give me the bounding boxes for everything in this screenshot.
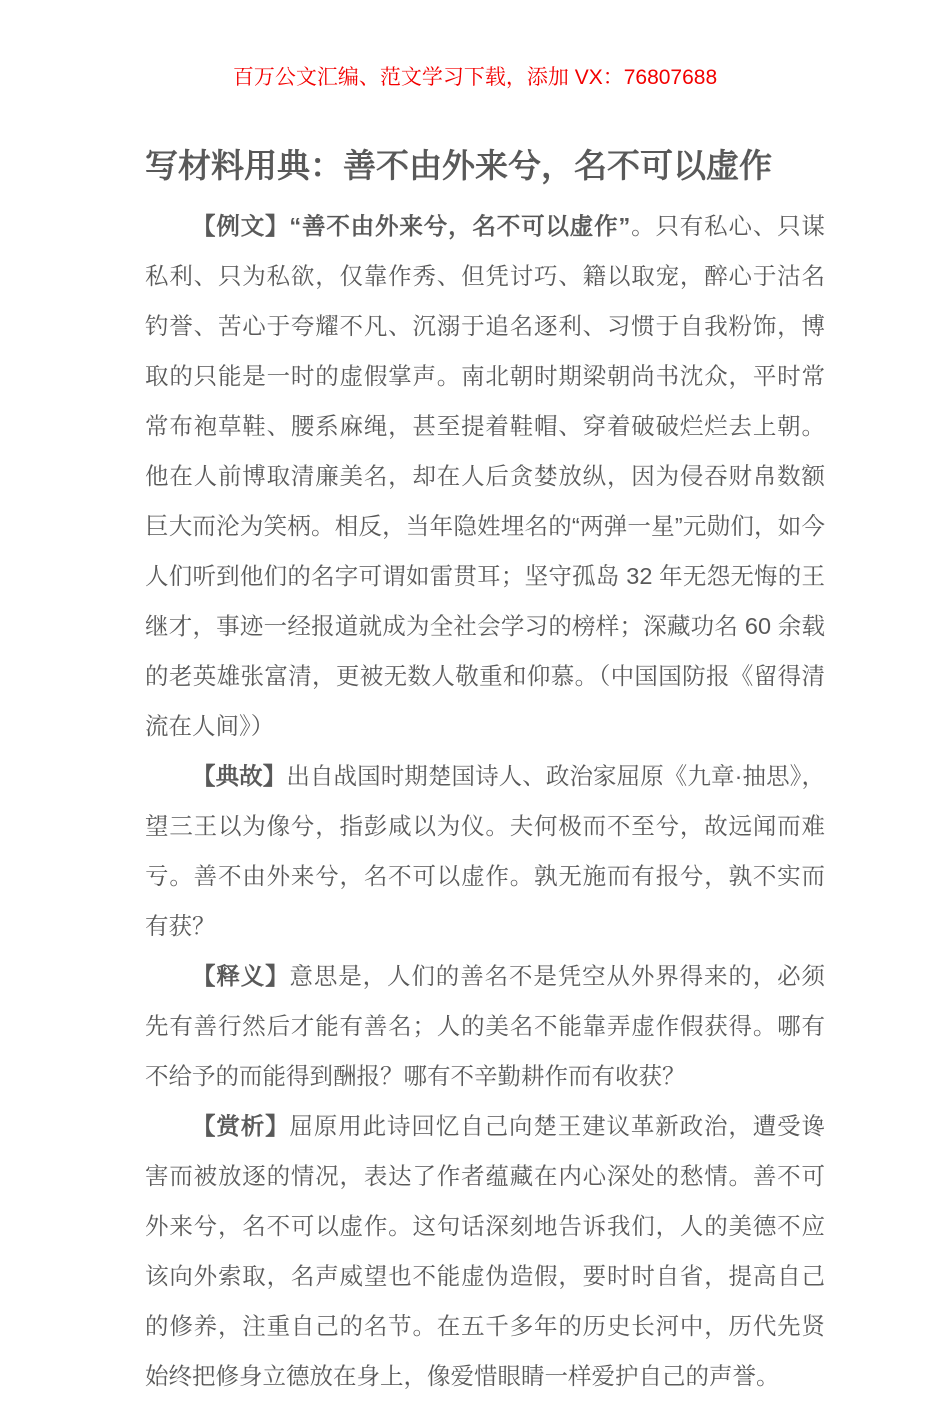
paragraph-shiyi [145, 951, 825, 1101]
paragraph-label-shiyi: 【释义】 [192, 963, 290, 989]
header-ad-text: 百万公文汇编、范文学习下载，添加 VX：76807688 [232, 66, 718, 89]
paragraph-liwen [145, 201, 825, 751]
page-title: 写材料用典：善不由外来兮，名不可以虚作 [145, 147, 772, 184]
bold-quote: “善不由外来兮，名不可以虚作” [289, 213, 631, 239]
paragraph-text-shangxi: 屈原用此诗回忆自己向楚王建议革新政治，遭受谗害而被放逐的情况，表达了作者蕴藏在内心深处的愁情。善不可外来兮，名不可以虚作。这句话深刻地告诉我们，人的美德不应该向外索取，名声威望也不能虚伪造假，要时时自省，提高自己的修养，注重自己的名节。在五千多年的历史长河中，历代先贤始终把修身立德放在身上，像爱惜眼睛一样爱护自己的声誉。 [145, 1113, 826, 1389]
document-body [145, 201, 825, 1401]
paragraph-shangxi [145, 1101, 825, 1401]
paragraph-text-shiyi: 意思是，人们的善名不是凭空从外界得来的，必须先有善行然后才能有善名；人的美名不能靠弄虚作假获得。哪有不给予的而能得到酬报？哪有不辛勤耕作而有收获？ [145, 963, 826, 1089]
paragraph-diangu [145, 751, 825, 951]
paragraph-text-diangu: 出自战国时期楚国诗人、政治家屈原《九章·抽思》，望三王以为像兮，指彭咸以为仪。夫何极而不至兮，故远闻而难亏。善不由外来兮，名不可以虚作。孰无施而有报兮，孰不实而有获？ [145, 763, 825, 939]
paragraph-label-shangxi: 【赏析】 [192, 1113, 290, 1139]
paragraph-label-liwen: 【例文】 [192, 213, 290, 239]
paragraph-text-liwen: 。只有私心、只谋私利、只为私欲，仅靠作秀、但凭讨巧、籍以取宠，醉心于沽名钓誉、苦心于夸耀不凡、沉溺于追名逐利、习惯于自我粉饰，博取的只能是一时的虚假掌声。南北朝时期梁朝尚书沈众，平时常常布袍草鞋、腰系麻绳，甚至提着鞋帽、穿着破破烂烂去上朝。他在人前博取清廉美名，却在人后贪婪放纵，因为侵吞财帛数额巨大而沦为笑柄。相反，当年隐姓埋名的“两弹一星”元勋们，如今人们听到他们的名字可谓如雷贯耳；坚守孤岛 32 年无怨无悔的王继才，事迹一经报道就成为全社会学习的榜样；深藏功名 60 余载的老英雄张富清，更被无数人敬重和仰慕。（中国国防报《留得清流在人间》） [145, 213, 826, 739]
paragraph-label-diangu: 【典故】 [192, 763, 287, 789]
